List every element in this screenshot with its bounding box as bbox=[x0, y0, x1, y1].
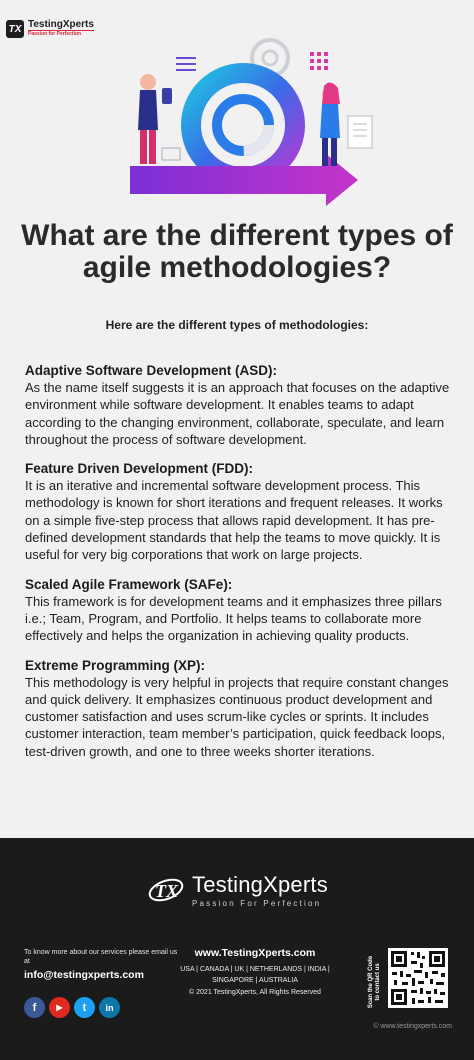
footer-tagline: Passion For Perfection bbox=[192, 899, 322, 908]
section-asd bbox=[25, 362, 453, 448]
ring-chart-icon bbox=[191, 73, 295, 177]
person-left-icon bbox=[138, 74, 172, 164]
document-icon bbox=[348, 116, 372, 148]
section-heading: Extreme Programming (XP): bbox=[25, 657, 206, 673]
envelope-icon bbox=[162, 148, 180, 160]
contact-email-link[interactable]: info@testingxperts.com bbox=[24, 969, 144, 981]
country-list: USA | CANADA | UK | NETHERLANDS | INDIA | SINGAPORE | AUSTRALIA bbox=[180, 966, 330, 984]
contact-block bbox=[24, 948, 184, 981]
contact-text: To know more about our services please email us at bbox=[24, 949, 178, 965]
page-title: What are the different types of agile methodologies? bbox=[21, 219, 453, 284]
section-safe bbox=[25, 576, 453, 645]
tx-logo-icon: TX bbox=[6, 20, 24, 38]
section-body: It is an iterative and incremental software development process. This methodology is known for short iterations and frequent releases. It works on a simple five-step process that allows rapid development. It has pre-defined development standards that help the teams to move quickly. It is useful for very big corporations that work on large projects. bbox=[25, 478, 443, 563]
section-body: This framework is for development teams and it emphasizes three pillars i.e.; Team, Program, and Portfolio. It helps teams to collaborate more effectively and helps the organization in achieving quality products. bbox=[25, 593, 442, 644]
qr-code-icon[interactable] bbox=[388, 948, 448, 1008]
scan-label bbox=[366, 953, 380, 1011]
header-logo[interactable] bbox=[6, 20, 94, 38]
svg-text:TX: TX bbox=[155, 881, 179, 901]
section-heading: Scaled Agile Framework (SAFe): bbox=[25, 576, 233, 592]
methodology-list bbox=[25, 362, 453, 772]
tx-logo-icon bbox=[146, 870, 186, 910]
footer-center bbox=[170, 947, 340, 996]
social-links bbox=[24, 997, 120, 1018]
youtube-icon[interactable]: ▶ bbox=[49, 997, 70, 1018]
section-body: As the name itself suggests it is an approach that focuses on the adaptive environment while software development. It enables teams to adapt according to the changing environment, collaborate, speculate, and learn throughout the process of software development. bbox=[25, 380, 450, 447]
section-xp bbox=[25, 657, 453, 760]
dot-grid-icon bbox=[310, 52, 328, 70]
footer-logo[interactable] bbox=[146, 870, 328, 910]
footer-site: © www.testingxperts.com bbox=[373, 1023, 452, 1030]
scan-text: Scan the QR Code to contact us bbox=[368, 955, 381, 1009]
intro-text: Here are the different types of methodologies: bbox=[105, 318, 369, 332]
linkedin-icon[interactable]: in bbox=[99, 997, 120, 1018]
header-tagline: Passion for Perfection bbox=[28, 30, 94, 38]
website-link[interactable]: www.TestingXperts.com bbox=[194, 947, 316, 959]
person-right-icon bbox=[320, 82, 340, 166]
header-brand: TestingXperts bbox=[28, 19, 94, 30]
section-fdd bbox=[25, 460, 453, 563]
footer-brand: TestingXperts bbox=[192, 872, 328, 897]
list-icon bbox=[176, 58, 196, 70]
section-body: This methodology is very helpful in projects that require constant changes and quick delivery. It emphasizes continuous product development and customer satisfaction and uses scrum-like cycles or sprints. It includes customer interaction, team member’s participation, quick feedback loops, test-driven growth, and one to three weeks shorter iterations. bbox=[25, 674, 449, 759]
footer bbox=[0, 838, 474, 1060]
copyright: © 2021 TestingXperts, All Rights Reserved bbox=[189, 989, 321, 996]
facebook-icon[interactable]: f bbox=[24, 997, 45, 1018]
twitter-icon[interactable]: t bbox=[74, 997, 95, 1018]
section-heading: Adaptive Software Development (ASD): bbox=[25, 363, 278, 378]
agile-illustration bbox=[118, 30, 378, 210]
section-heading: Feature Driven Development (FDD): bbox=[25, 461, 254, 477]
